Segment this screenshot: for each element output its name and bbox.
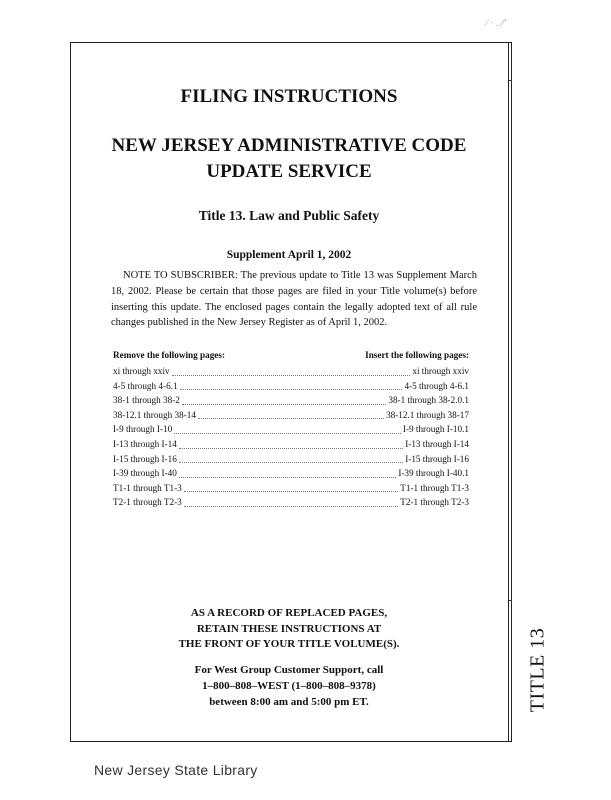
insert-pages: xi through xxiv <box>412 366 469 376</box>
remove-pages: T1-1 through T1-3 <box>113 482 182 493</box>
page-row <box>113 379 469 394</box>
insert-pages: I-9 through I-10.1 <box>402 424 469 435</box>
insert-pages: T1-1 through T1-3 <box>400 482 469 493</box>
page-row <box>113 364 469 379</box>
page-row <box>113 452 469 467</box>
page-row <box>113 495 469 510</box>
supplement-date: Supplement April 1, 2002 <box>226 249 352 261</box>
page-row <box>113 466 469 481</box>
remove-pages: 4-5 through 4-6.1 <box>113 380 178 391</box>
note-to-subscriber <box>111 268 477 331</box>
support-hours: between 8:00 am and 5:00 pm ET. <box>209 696 369 708</box>
retain-notice <box>70 606 508 653</box>
dot-leader <box>198 409 384 419</box>
dot-leader <box>179 439 403 449</box>
remove-pages: I-15 through I-16 <box>113 453 177 464</box>
dot-leader <box>179 468 397 478</box>
insert-pages: 4-5 through 4-6.1 <box>404 380 469 391</box>
tab-tick <box>509 600 512 601</box>
page-row <box>113 422 469 437</box>
dot-leader <box>174 424 401 434</box>
insert-pages: 38-1 through 38-2.0.1 <box>388 395 469 406</box>
pencil-marks: ⁄ · . ⁄⁄′ <box>486 18 507 29</box>
remove-pages: 38-1 through 38-2 <box>113 395 180 406</box>
remove-pages: I-39 through I-40 <box>113 468 177 479</box>
page-row <box>113 393 469 408</box>
dot-leader <box>180 380 403 390</box>
page-row <box>113 481 469 496</box>
title-subheading: Title 13. Law and Public Safety <box>198 208 380 223</box>
page-row <box>113 408 469 423</box>
title-tab <box>518 627 558 713</box>
remove-pages: I-13 through I-14 <box>113 438 177 449</box>
tab-tick <box>509 80 512 81</box>
insert-header: Insert the following pages: <box>365 350 469 360</box>
page-list <box>113 364 469 510</box>
remove-pages: xi through xxiv <box>113 366 170 376</box>
remove-header: Remove the following pages: <box>113 350 226 360</box>
insert-pages: T2-1 through T2-3 <box>400 497 469 508</box>
retain-line: THE FRONT OF YOUR TITLE VOLUME(S). <box>178 638 400 650</box>
support-phone: 1–800–808–WEST (1–800–808–9378) <box>202 680 376 692</box>
tab-divider <box>508 42 509 742</box>
remove-pages: 38-12.1 through 38-14 <box>113 409 196 420</box>
code-heading <box>70 133 508 185</box>
dot-leader <box>172 366 411 376</box>
title-tab-label: TITLE 13 <box>526 627 549 713</box>
dot-leader <box>184 497 399 507</box>
retain-line: AS A RECORD OF REPLACED PAGES, <box>190 607 388 619</box>
code-heading-line2: UPDATE SERVICE <box>206 161 372 182</box>
dot-leader <box>179 453 403 463</box>
remove-pages: T2-1 through T2-3 <box>113 497 182 508</box>
code-heading-line1: NEW JERSEY ADMINISTRATIVE CODE <box>111 135 467 156</box>
library-stamp: New Jersey State Library <box>94 762 258 778</box>
retain-line: RETAIN THESE INSTRUCTIONS AT <box>196 622 382 635</box>
insert-pages: 38-12.1 through 38-17 <box>386 409 469 420</box>
filing-instructions-title: FILING INSTRUCTIONS <box>180 86 398 107</box>
support-line: For West Group Customer Support, call <box>194 664 384 676</box>
support-info <box>70 662 508 710</box>
dot-leader <box>182 395 387 405</box>
insert-pages: I-15 through I-16 <box>405 453 469 464</box>
remove-pages: I-9 through I-10 <box>113 424 173 435</box>
page-row <box>113 437 469 452</box>
insert-pages: I-39 through I-40.1 <box>398 468 469 479</box>
dot-leader <box>184 482 399 492</box>
note-text: NOTE TO SUBSCRIBER: The previous update to Title 13 was Supplement March 18, 2002. Please be certain that those pages are filed in your Title volume(s) before inserting this update. The enclosed pages contain the legally adopted text of all rule changes published in the New Jersey Register as of April 1, 2002. <box>111 270 477 329</box>
insert-pages: I-13 through I-14 <box>405 438 469 449</box>
